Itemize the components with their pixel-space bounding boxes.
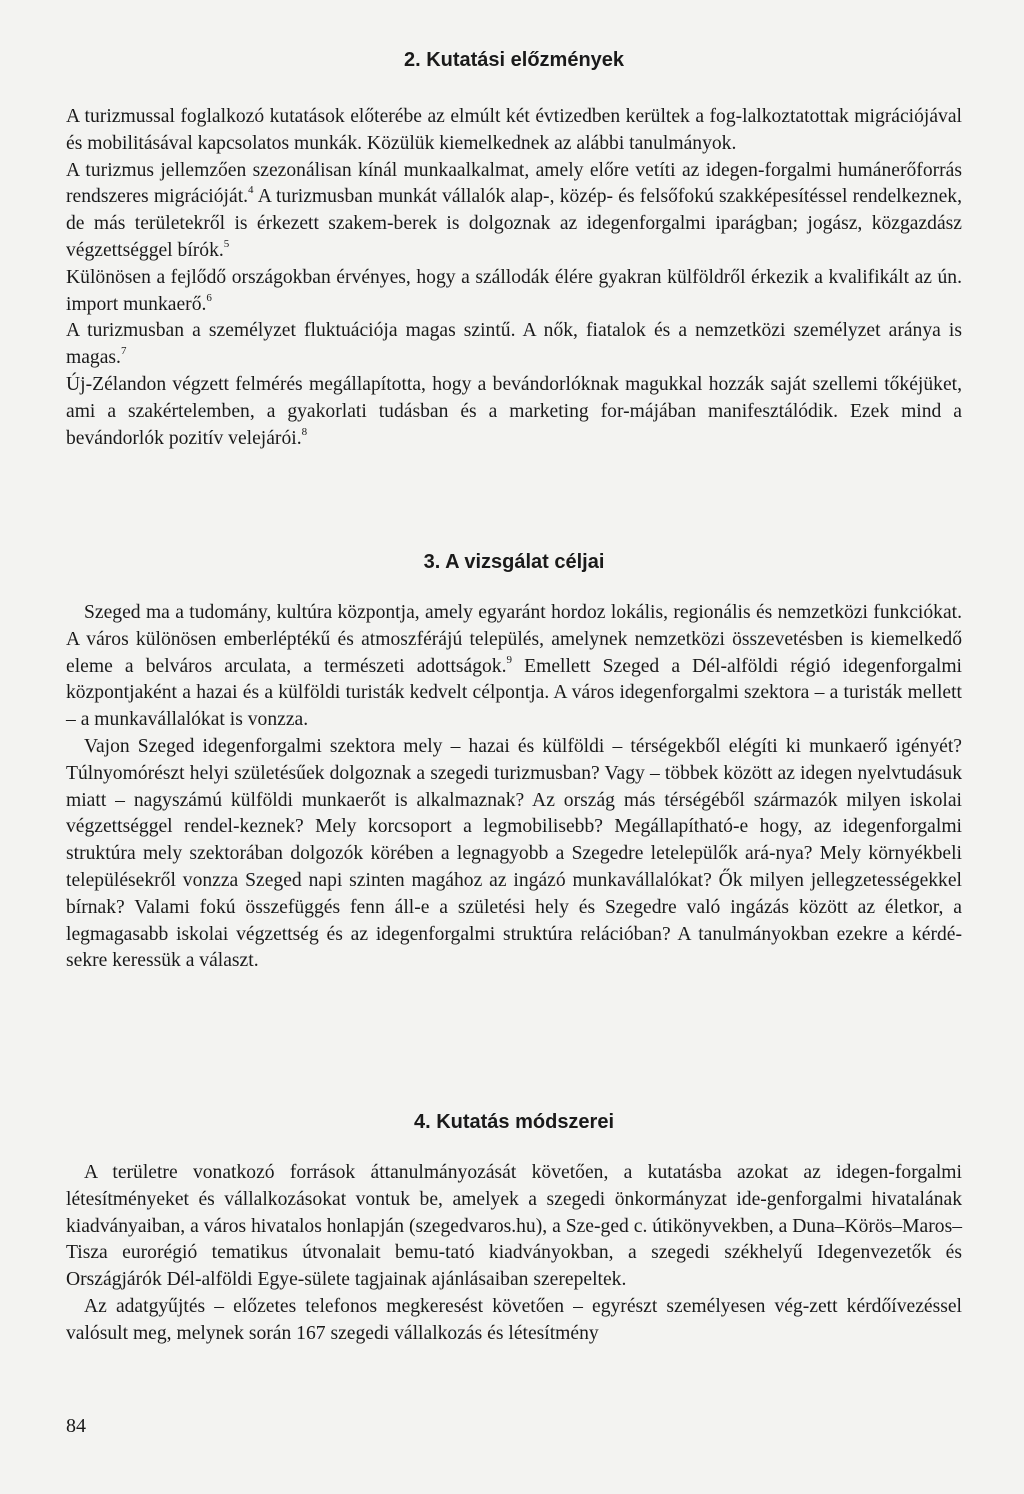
- paragraph: A turizmusban a személyzet fluktuációja magas szintű. A nők, fiatalok és a nemzetközi személyzet aránya is magas.$^7$: [66, 320, 962, 369]
- document-page: [66, 0, 962, 1494]
- section-kutatasi-elozmenyek: [66, 104, 962, 452]
- section-kutatas-modszerei: [66, 1160, 962, 1348]
- footnote-ref: 7: [120, 345, 127, 358]
- footnote-ref: 8: [301, 425, 308, 438]
- paragraph: Különösen a fejlődő országokban érvényes, hogy a szállodák élére gyakran külföldről érkezik a kvalifikált az ún. import munkaerő.$^6$: [66, 266, 962, 315]
- footnote-ref: 9: [506, 653, 513, 666]
- footnote-ref: 6: [206, 291, 212, 304]
- paragraph: A területre vonatkozó források áttanulmányozását követően, a kutatásba azokat az idegen-forgalmi létesítményeket és vállalkozásokat vontuk be, amelyek a szegedi önkormányzat ide-genforgalmi hivatalának kiadványaiban, a város hivatalos honlapján (szegedvaros.hu), a Sze-ged c. útikönyvekben, a Duna–Körös–Maros–Tisza eurorégió tematikus útvonalait bemu-tató kiadványokban, a szegedi székhelyű Idegenvezetők és Országjárók Dél-alföldi Egye-sülete tagjainak ajánlásaiban szerepeltek.: [66, 1162, 962, 1291]
- page-number: 84: [66, 1415, 86, 1437]
- paragraph: Vajon Szeged idegenforgalmi szektora mely – hazai és külföldi – térségekből elégíti ki munkaerő igényét? Túlnyomórészt helyi születésűek dolgoznak a szegedi turizmusban? Vagy – többek között az idegen nyelvtudásuk miatt – nagyszámú külföldi munkaerőt is alkalmaznak? Az ország más térségéből származók milyen iskolai végzettséggel rendel-keznek? Mely korcsoport a legmobilisebb? Megállapítható-e hogy, az idegenforgalmi struktúra mely szektorában dolgozók körében a legnagyobb a Szegedre letelepülők ará-nya? Mely környékbeli településekről vonzza Szeged napi szinten magához az ingázó munkavállalókat? Ők milyen jellegzetességekkel bírnak? Valami fokú összefüggés fenn áll-e a születési hely és Szegedre való ingázás között az életkor, a legmagasabb iskolai végzettség és az idegenforgalmi struktúra relációban? A tanulmányokban ezekre a kérdé-sekre keressük a választ.: [66, 735, 962, 972]
- paragraph: Az adatgyűjtés – előzetes telefonos megkeresést követően – egyrészt személyesen vég-zett kérdőívezéssel valósult meg, melynek során 167 szegedi vállalkozás és létesítmény: [66, 1295, 962, 1344]
- paragraph: A turizmussal foglalkozó kutatások előterébe az elmúlt két évtizedben kerültek a fog-lalkoztatottak migrációjával és mobilitásával kapcsolatos munkák. Közülük kiemelkednek az alábbi tanulmányok.: [66, 106, 962, 154]
- footnote-ref: 5: [223, 237, 230, 250]
- heading-vizsgalat-celjai: 3. A vizsgálat céljai: [423, 551, 605, 573]
- footnote-ref: 4: [248, 184, 254, 197]
- heading-kutatasi-elozmenyek: 2. Kutatási előzmények: [403, 49, 625, 71]
- paragraph: Új-Zélandon végzett felmérés megállapította, hogy a bevándorlóknak magukkal hozzák saját szellemi tőkéjüket, ami a szakértelemben, a gyakorlati tudásban és a marketing for-májában manifesztálódik. Ezek mind a bevándorlók pozitív velejárói.$^8$: [66, 373, 962, 449]
- paragraph: A turizmus jellemzően szezonálisan kínál munkaalkalmat, amely előre vetíti az idegen-forgalmi humánerőforrás rendszeres migrációját.$^4$ A turizmusban munkát vállalók alap-, közép- és felsőfokú szakképesítéssel rendelkeznek, de más területekről is érkezett szakem-berek is dolgoznak az idegenforgalmi iparágban; jogász, közgazdász végzettséggel bírók.$^5$: [66, 159, 963, 261]
- section-vizsgalat-celjai: [66, 600, 962, 975]
- paragraph: Szeged ma a tudomány, kultúra központja, amely egyaránt hordoz lokális, regionális és nemzetközi funkciókat. A város különösen emberléptékű és atmoszférájú település, amelynek nemzetközi összevetésben is kiemelkedő eleme a belváros arculata, a természeti adottságok.$^9$ Emellett Szeged a Dél-alföldi régió idegenforgalmi központjaként a hazai és a külföldi turisták kedvelt célpontja. A város idegenforgalmi szektora – a turisták mellett – a munkavállalókat is vonzza.: [66, 602, 962, 731]
- heading-kutatas-modszerei: 4. Kutatás módszerei: [413, 1111, 615, 1133]
